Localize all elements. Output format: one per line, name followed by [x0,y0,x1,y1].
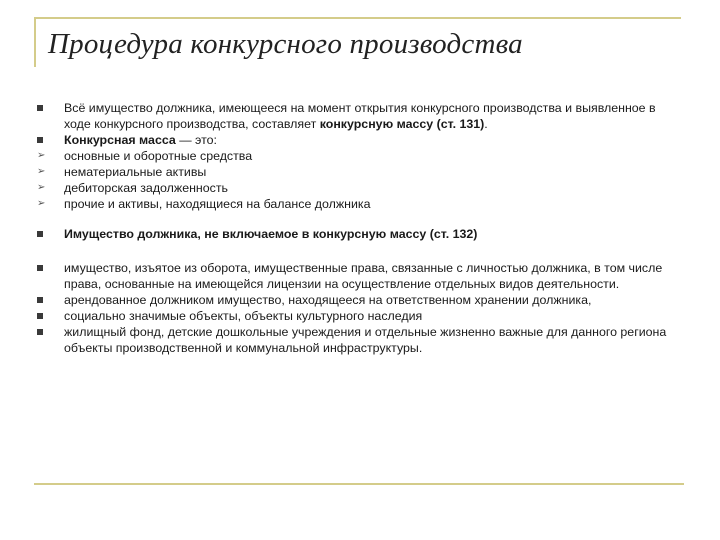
slide-title: Процедура конкурсного производства [48,28,523,60]
text-span: дебиторская задолженность [64,181,228,195]
frame-bottom-line [34,483,684,485]
bold-text: Конкурсная масса [64,133,176,147]
arrow-bullet-icon [34,180,64,196]
list-item [34,180,684,196]
bold-text: Имущество должника, не включаемое в конкурсную массу (ст. 132) [64,227,478,241]
list-item-text [64,100,684,132]
list-item [34,132,684,148]
list-item-text [64,132,684,148]
bullet-list [34,100,684,356]
arrow-bullet-glyph: ➢ [37,166,46,177]
arrow-bullet-glyph: ➢ [37,182,46,193]
arrow-bullet-glyph: ➢ [37,150,46,161]
list-item [34,196,684,212]
text-span: . [484,117,488,131]
list-item [34,324,684,356]
list-item [34,164,684,180]
text-span: прочие и активы, находящиеся на балансе должника [64,197,371,211]
text-span: нематериальные активы [64,165,207,179]
list-item-text [64,196,684,212]
arrow-bullet-icon [34,164,64,180]
bold-text: конкурсную массу (ст. 131) [319,117,485,131]
list-item [34,308,684,324]
text-span: социально значимые объекты, объекты культурного наследия [64,309,423,323]
frame-left-line [34,17,36,67]
arrow-bullet-icon [34,148,64,164]
square-bullet-icon [34,260,64,276]
square-bullet-icon [34,308,64,324]
square-bullet-shape [37,329,43,335]
list-item-text [64,292,684,308]
list-item-text [64,308,684,324]
list-item [34,260,684,292]
frame-top-line [34,17,681,19]
text-span: имущество, изъятое из оборота, имущественные права, связанные с личностью должника, в том числе права, основанные на имеющейся лицензии на осуществление отдельных видов деятельности. [64,261,663,291]
square-bullet-icon [34,292,64,308]
list-item [34,100,684,132]
list-item-text [64,324,684,356]
list-item-text [64,226,684,242]
square-bullet-icon [34,324,64,340]
list-item-text [64,164,684,180]
text-span: — это: [175,133,217,147]
square-bullet-shape [37,313,43,319]
text-span: основные и оборотные средства [64,149,253,163]
arrow-bullet-glyph: ➢ [37,198,46,209]
square-bullet-shape [37,297,43,303]
list-item-text [64,260,684,292]
square-bullet-icon [34,132,64,148]
text-span: жилищный фонд, детские дошкольные учреждения и отдельные жизненно важные для данного региона объекты производственной и коммунальной инфраструктуры. [64,325,667,355]
list-item-text [64,148,684,164]
list-item-text [64,180,684,196]
square-bullet-shape [37,265,43,271]
arrow-bullet-icon [34,196,64,212]
square-bullet-icon [34,100,64,116]
square-bullet-shape [37,105,43,111]
list-item [34,148,684,164]
list-item [34,292,684,308]
square-bullet-shape [37,137,43,143]
text-span: арендованное должником имущество, находящееся на ответственном хранении должника, [64,293,592,307]
list-item [34,226,684,242]
square-bullet-shape [37,231,43,237]
square-bullet-icon [34,226,64,242]
text-span: Всё имущество должника, имеющееся на момент открытия конкурсного производства и выявленное в ходе конкурсного производства, составляет [64,101,656,131]
